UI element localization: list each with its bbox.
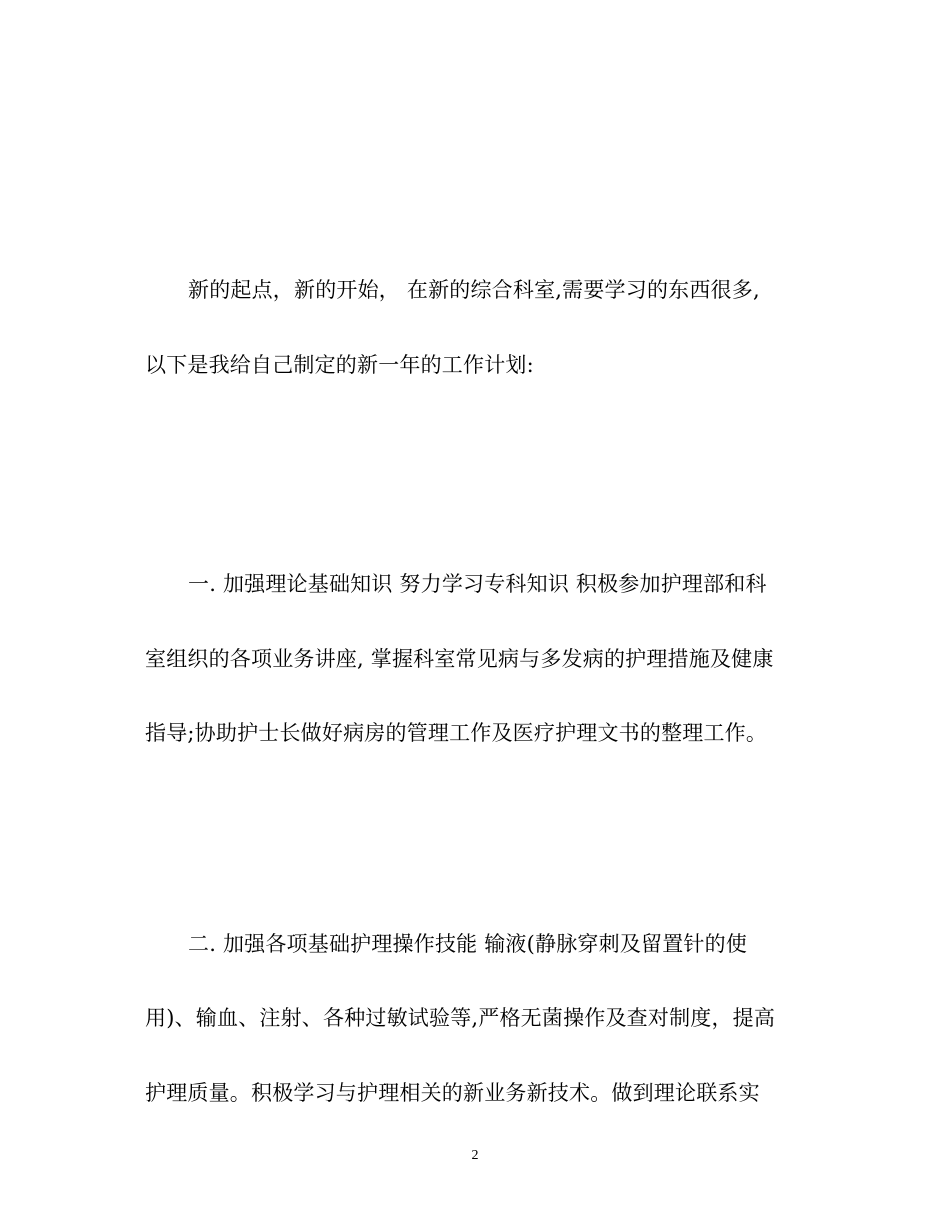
- paragraph-2-line-1: 一. 加强理论基础知识 努力学习专科知识 积极参加护理部和科: [188, 572, 767, 596]
- paragraph-3-line-3: 护理质量。积极学习与护理相关的新业务新技术。做到理论联系实: [145, 1081, 760, 1105]
- paragraph-1-line-1: 新的起点，新的开始， 在新的综合科室,需要学习的东西很多,: [188, 278, 760, 302]
- paragraph-3-line-1: 二. 加强各项基础护理操作技能 输液(静脉穿刺及留置针的使: [188, 932, 748, 956]
- paragraph-2-line-2: 室组织的各项业务讲座, 掌握科室常见病与多发病的护理措施及健康: [145, 647, 774, 671]
- paragraph-2-line-3: 指导;协助护士长做好病房的管理工作及医疗护理文书的整理工作。: [145, 721, 768, 745]
- paragraph-3-line-2: 用)、输血、注射、各种过敏试验等,严格无菌操作及查对制度，提高: [145, 1006, 776, 1030]
- page-number: 2: [471, 1148, 479, 1163]
- paragraph-1-line-2: 以下是我给自己制定的新一年的工作计划:: [145, 353, 534, 377]
